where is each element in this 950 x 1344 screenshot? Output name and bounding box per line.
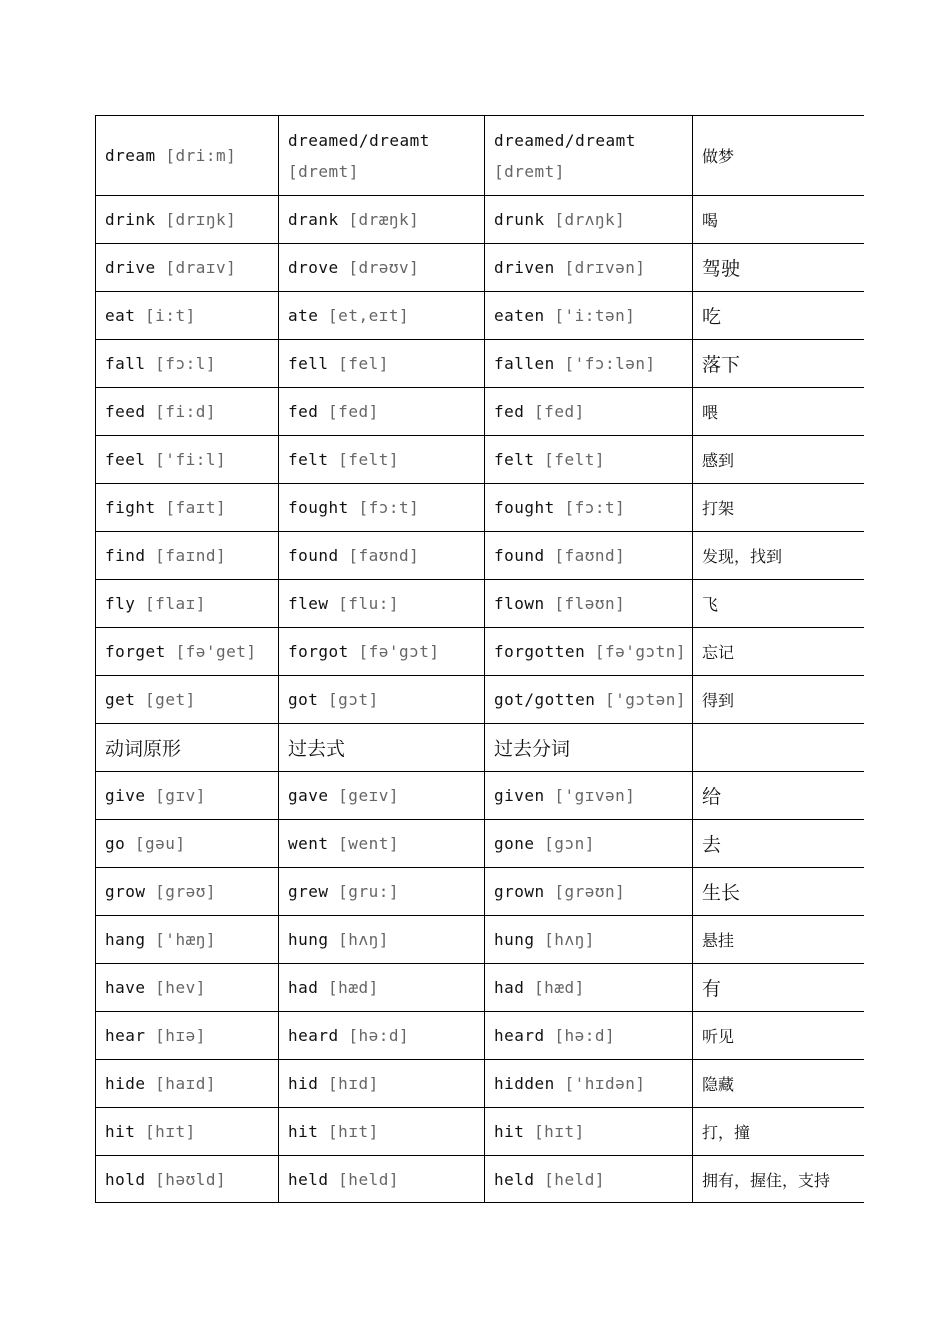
past-tense-cell (279, 484, 485, 532)
past-tense-phonetic: [hɪd] (328, 1074, 379, 1093)
past-participle-phonetic: [dremt] (494, 161, 565, 181)
base-form-phonetic: [drɪŋk] (165, 210, 237, 229)
header-base-form-cell (96, 724, 279, 772)
meaning-cell (693, 436, 865, 484)
past-participle-phonetic: [drɪvən] (564, 258, 646, 277)
past-tense-word: dreamed/dreamt (288, 130, 430, 150)
past-participle-phonetic: [hə:d] (554, 1026, 616, 1045)
past-participle-cell (485, 436, 693, 484)
base-form-word: grow (105, 882, 146, 901)
base-form-phonetic: [fə'get] (175, 642, 257, 661)
base-form-phonetic: [hev] (155, 978, 206, 997)
past-participle-phonetic: [drʌŋk] (554, 210, 626, 229)
meaning-cell (693, 628, 865, 676)
past-participle-word: hidden (494, 1074, 555, 1093)
past-participle-word: found (494, 546, 545, 565)
past-participle-cell (485, 916, 693, 964)
past-participle-word: given (494, 786, 545, 805)
base-form-phonetic: [həʊld] (155, 1170, 227, 1189)
table-row (96, 196, 865, 244)
past-tense-word: held (288, 1170, 329, 1189)
past-tense-phonetic: [gɔt] (328, 690, 379, 709)
past-participle-cell (485, 388, 693, 436)
base-form-word: drive (105, 258, 156, 277)
table-row (96, 484, 865, 532)
past-participle-phonetic: [felt] (544, 450, 605, 469)
past-tense-word: hung (288, 930, 329, 949)
meaning-text: 感到 (702, 451, 735, 470)
past-participle-word: driven (494, 258, 555, 277)
past-tense-word: forgot (288, 642, 349, 661)
base-form-word: fight (105, 498, 156, 517)
base-form-cell (96, 1060, 279, 1108)
past-participle-cell (485, 676, 693, 724)
header-past-tense: 过去式 (288, 738, 346, 760)
past-participle-cell (485, 1060, 693, 1108)
past-participle-word: had (494, 978, 525, 997)
base-form-word: find (105, 546, 146, 565)
table-row (96, 244, 865, 292)
meaning-cell (693, 244, 865, 292)
meaning-text: 生长 (702, 882, 741, 904)
past-tense-word: drove (288, 258, 339, 277)
meaning-text: 落下 (702, 354, 741, 376)
base-form-phonetic: [get] (145, 690, 196, 709)
past-tense-word: found (288, 546, 339, 565)
meaning-cell (693, 196, 865, 244)
base-form-cell (96, 116, 279, 196)
meaning-text: 吃 (702, 306, 722, 328)
base-form-cell (96, 820, 279, 868)
base-form-phonetic: ['hæŋ] (155, 930, 216, 949)
base-form-phonetic: [flaɪ] (145, 594, 206, 613)
base-form-cell (96, 532, 279, 580)
base-form-word: forget (105, 642, 166, 661)
base-form-word: hang (105, 930, 146, 949)
meaning-cell (693, 580, 865, 628)
past-tense-word: had (288, 978, 319, 997)
past-participle-word: held (494, 1170, 535, 1189)
past-tense-phonetic: [hɪt] (328, 1122, 379, 1141)
base-form-cell (96, 388, 279, 436)
base-form-word: feed (105, 402, 146, 421)
meaning-cell (693, 1060, 865, 1108)
base-form-cell (96, 1012, 279, 1060)
past-tense-cell (279, 196, 485, 244)
base-form-word: eat (105, 306, 136, 325)
base-form-word: have (105, 978, 146, 997)
past-tense-phonetic: [fed] (328, 402, 379, 421)
base-form-phonetic: [grəʊ] (155, 882, 216, 901)
past-participle-cell (485, 772, 693, 820)
base-form-cell (96, 196, 279, 244)
past-tense-phonetic: [went] (338, 834, 399, 853)
past-participle-cell (485, 292, 693, 340)
verb-table-container (95, 115, 864, 1203)
past-tense-word: grew (288, 882, 329, 901)
base-form-cell (96, 436, 279, 484)
base-form-cell (96, 1108, 279, 1156)
past-tense-phonetic: [fel] (338, 354, 389, 373)
past-tense-word: ate (288, 306, 319, 325)
meaning-cell (693, 772, 865, 820)
meaning-text: 飞 (702, 595, 719, 614)
base-form-word: feel (105, 450, 146, 469)
base-form-phonetic: [faɪnd] (155, 546, 227, 565)
past-participle-cell (485, 868, 693, 916)
past-participle-phonetic: [held] (544, 1170, 605, 1189)
past-tense-word: heard (288, 1026, 339, 1045)
past-participle-word: drunk (494, 210, 545, 229)
past-participle-phonetic: [fə'gɔtn] (594, 642, 687, 661)
past-tense-phonetic: [fə'gɔt] (358, 642, 440, 661)
past-participle-word: felt (494, 450, 535, 469)
base-form-word: go (105, 834, 126, 853)
past-participle-word: got/gotten (494, 690, 596, 709)
past-tense-word: hid (288, 1074, 319, 1093)
past-tense-word: fed (288, 402, 319, 421)
past-tense-cell (279, 628, 485, 676)
meaning-cell (693, 388, 865, 436)
past-participle-cell (485, 244, 693, 292)
meaning-text: 去 (702, 834, 722, 856)
past-tense-phonetic: [dræŋk] (348, 210, 420, 229)
table-row (96, 580, 865, 628)
past-tense-phonetic: [hʌŋ] (338, 930, 389, 949)
table-row (96, 532, 865, 580)
past-participle-cell (485, 116, 693, 196)
base-form-cell (96, 244, 279, 292)
past-tense-phonetic: [hæd] (328, 978, 379, 997)
base-form-word: give (105, 786, 146, 805)
header-past-participle-cell (485, 724, 693, 772)
past-tense-cell (279, 116, 485, 196)
past-participle-cell (485, 964, 693, 1012)
table-row (96, 772, 865, 820)
past-participle-word: hit (494, 1122, 525, 1141)
past-participle-cell (485, 628, 693, 676)
base-form-word: fly (105, 594, 136, 613)
past-tense-cell (279, 388, 485, 436)
column-header-row (96, 724, 865, 772)
past-tense-cell (279, 676, 485, 724)
table-row (96, 292, 865, 340)
base-form-phonetic: [gəu] (134, 834, 186, 853)
base-form-phonetic: [i:t] (145, 306, 196, 325)
base-form-cell (96, 676, 279, 724)
past-tense-cell (279, 532, 485, 580)
past-participle-phonetic: [faʊnd] (554, 546, 626, 565)
meaning-cell (693, 1156, 865, 1204)
table-row (96, 1156, 865, 1204)
past-participle-phonetic: ['gɔtən] (604, 690, 687, 709)
meaning-cell (693, 916, 865, 964)
past-participle-word: fought (494, 498, 555, 517)
past-participle-word: eaten (494, 306, 545, 325)
past-tense-cell (279, 1108, 485, 1156)
base-form-word: hear (105, 1026, 146, 1045)
past-participle-phonetic: [hɪt] (534, 1122, 585, 1141)
past-participle-cell (485, 196, 693, 244)
meaning-cell (693, 340, 865, 388)
past-tense-phonetic: [fɔ:t] (358, 498, 420, 517)
verb-table-body (96, 116, 865, 1204)
past-participle-cell (485, 1156, 693, 1204)
past-tense-word: went (288, 834, 329, 853)
meaning-cell (693, 1108, 865, 1156)
past-participle-word: hung (494, 930, 535, 949)
past-tense-word: fell (288, 354, 329, 373)
past-participle-phonetic: ['fɔ:lən] (564, 354, 656, 373)
base-form-word: hit (105, 1122, 136, 1141)
base-form-phonetic: ['fi:l] (155, 450, 227, 469)
past-participle-cell (485, 340, 693, 388)
past-tense-phonetic: [held] (338, 1170, 399, 1189)
base-form-cell (96, 628, 279, 676)
meaning-cell (693, 964, 865, 1012)
past-tense-word: fought (288, 498, 349, 517)
past-participle-word: fed (494, 402, 525, 421)
table-row (96, 1012, 865, 1060)
base-form-cell (96, 964, 279, 1012)
meaning-text: 打，撞 (702, 1123, 751, 1142)
meaning-text: 喝 (702, 211, 719, 230)
base-form-word: get (105, 690, 136, 709)
meaning-text: 拥有，握住，支持 (702, 1171, 831, 1190)
past-participle-phonetic: ['hɪdən] (564, 1074, 646, 1093)
base-form-word: fall (105, 354, 146, 373)
table-row (96, 820, 865, 868)
meaning-cell (693, 676, 865, 724)
meaning-text: 隐藏 (702, 1075, 735, 1094)
meaning-text: 打架 (702, 499, 735, 518)
table-row (96, 340, 865, 388)
table-row (96, 388, 865, 436)
past-participle-word: grown (494, 882, 545, 901)
base-form-cell (96, 484, 279, 532)
past-participle-cell (485, 1012, 693, 1060)
meaning-text: 发现，找到 (702, 547, 783, 566)
past-participle-cell (485, 820, 693, 868)
past-tense-phonetic: [geɪv] (338, 786, 399, 805)
table-row (96, 628, 865, 676)
past-tense-cell (279, 964, 485, 1012)
past-tense-phonetic: [hə:d] (348, 1026, 410, 1045)
meaning-cell (693, 116, 865, 196)
meaning-text: 给 (702, 786, 722, 808)
past-tense-word: felt (288, 450, 329, 469)
table-row (96, 916, 865, 964)
past-participle-word: gone (494, 834, 535, 853)
past-tense-word: got (288, 690, 319, 709)
past-participle-cell (485, 484, 693, 532)
base-form-cell (96, 1156, 279, 1204)
past-tense-word: hit (288, 1122, 319, 1141)
base-form-phonetic: [haɪd] (155, 1074, 216, 1093)
past-tense-phonetic: [dremt] (288, 161, 359, 181)
past-tense-cell (279, 340, 485, 388)
past-participle-phonetic: [fed] (534, 402, 585, 421)
base-form-phonetic: [gɪv] (155, 786, 206, 805)
past-tense-cell (279, 868, 485, 916)
past-participle-phonetic: [gɔn] (544, 834, 595, 853)
meaning-text: 驾驶 (702, 258, 741, 280)
base-form-cell (96, 772, 279, 820)
meaning-text: 得到 (702, 691, 735, 710)
past-tense-cell (279, 436, 485, 484)
table-row (96, 868, 865, 916)
past-participle-cell (485, 532, 693, 580)
header-past-tense-cell (279, 724, 485, 772)
meaning-text: 忘记 (702, 643, 735, 662)
past-tense-phonetic: [et,eɪt] (328, 306, 410, 325)
past-participle-word: heard (494, 1026, 545, 1045)
meaning-cell (693, 292, 865, 340)
past-tense-cell (279, 1060, 485, 1108)
past-tense-word: gave (288, 786, 329, 805)
base-form-cell (96, 916, 279, 964)
past-tense-cell (279, 916, 485, 964)
past-tense-word: flew (288, 594, 329, 613)
past-participle-phonetic: [hʌŋ] (544, 930, 595, 949)
past-tense-phonetic: [gru:] (338, 882, 399, 901)
past-participle-phonetic: [grəʊn] (554, 882, 626, 901)
past-tense-cell (279, 772, 485, 820)
meaning-text: 悬挂 (702, 931, 735, 950)
base-form-word: dream (105, 146, 156, 165)
past-tense-word: drank (288, 210, 339, 229)
base-form-phonetic: [draɪv] (165, 258, 237, 277)
past-participle-phonetic: [hæd] (534, 978, 585, 997)
meaning-text: 做梦 (702, 147, 735, 166)
past-tense-cell (279, 1012, 485, 1060)
meaning-cell (693, 532, 865, 580)
header-past-participle: 过去分词 (494, 738, 571, 760)
past-participle-cell (485, 580, 693, 628)
meaning-text: 喂 (702, 403, 719, 422)
meaning-text: 听见 (702, 1027, 735, 1046)
base-form-cell (96, 868, 279, 916)
table-row (96, 1108, 865, 1156)
past-tense-phonetic: [drəʊv] (348, 258, 420, 277)
base-form-cell (96, 292, 279, 340)
base-form-phonetic: [hɪt] (145, 1122, 196, 1141)
past-participle-phonetic: [fləʊn] (554, 594, 626, 613)
header-meaning-cell (693, 724, 865, 772)
past-tense-cell (279, 292, 485, 340)
past-tense-phonetic: [flu:] (338, 594, 399, 613)
base-form-phonetic: [hɪə] (155, 1026, 206, 1045)
table-row (96, 116, 865, 196)
past-tense-phonetic: [faʊnd] (348, 546, 420, 565)
past-tense-cell (279, 244, 485, 292)
past-tense-cell (279, 1156, 485, 1204)
past-tense-phonetic: [felt] (338, 450, 399, 469)
meaning-text: 有 (702, 978, 722, 1000)
base-form-phonetic: [fi:d] (155, 402, 216, 421)
past-participle-word: forgotten (494, 642, 586, 661)
base-form-cell (96, 580, 279, 628)
table-row (96, 1060, 865, 1108)
meaning-cell (693, 1012, 865, 1060)
base-form-word: drink (105, 210, 156, 229)
past-participle-word: fallen (494, 354, 555, 373)
past-participle-phonetic: ['gɪvən] (554, 786, 636, 805)
past-participle-word: dreamed/dreamt (494, 130, 636, 150)
past-participle-cell (485, 1108, 693, 1156)
table-row (96, 436, 865, 484)
past-tense-cell (279, 580, 485, 628)
past-tense-cell (279, 820, 485, 868)
table-row (96, 964, 865, 1012)
past-participle-phonetic: [fɔ:t] (564, 498, 626, 517)
past-participle-word: flown (494, 594, 545, 613)
meaning-cell (693, 820, 865, 868)
irregular-verb-table (95, 115, 864, 1203)
meaning-cell (693, 868, 865, 916)
base-form-phonetic: [faɪt] (165, 498, 227, 517)
base-form-word: hold (105, 1170, 146, 1189)
header-base-form: 动词原形 (105, 738, 182, 760)
table-row (96, 676, 865, 724)
base-form-phonetic: [dri:m] (165, 146, 237, 165)
past-participle-phonetic: ['i:tən] (554, 306, 636, 325)
meaning-cell (693, 484, 865, 532)
base-form-phonetic: [fɔ:l] (155, 354, 216, 373)
base-form-word: hide (105, 1074, 146, 1093)
base-form-cell (96, 340, 279, 388)
